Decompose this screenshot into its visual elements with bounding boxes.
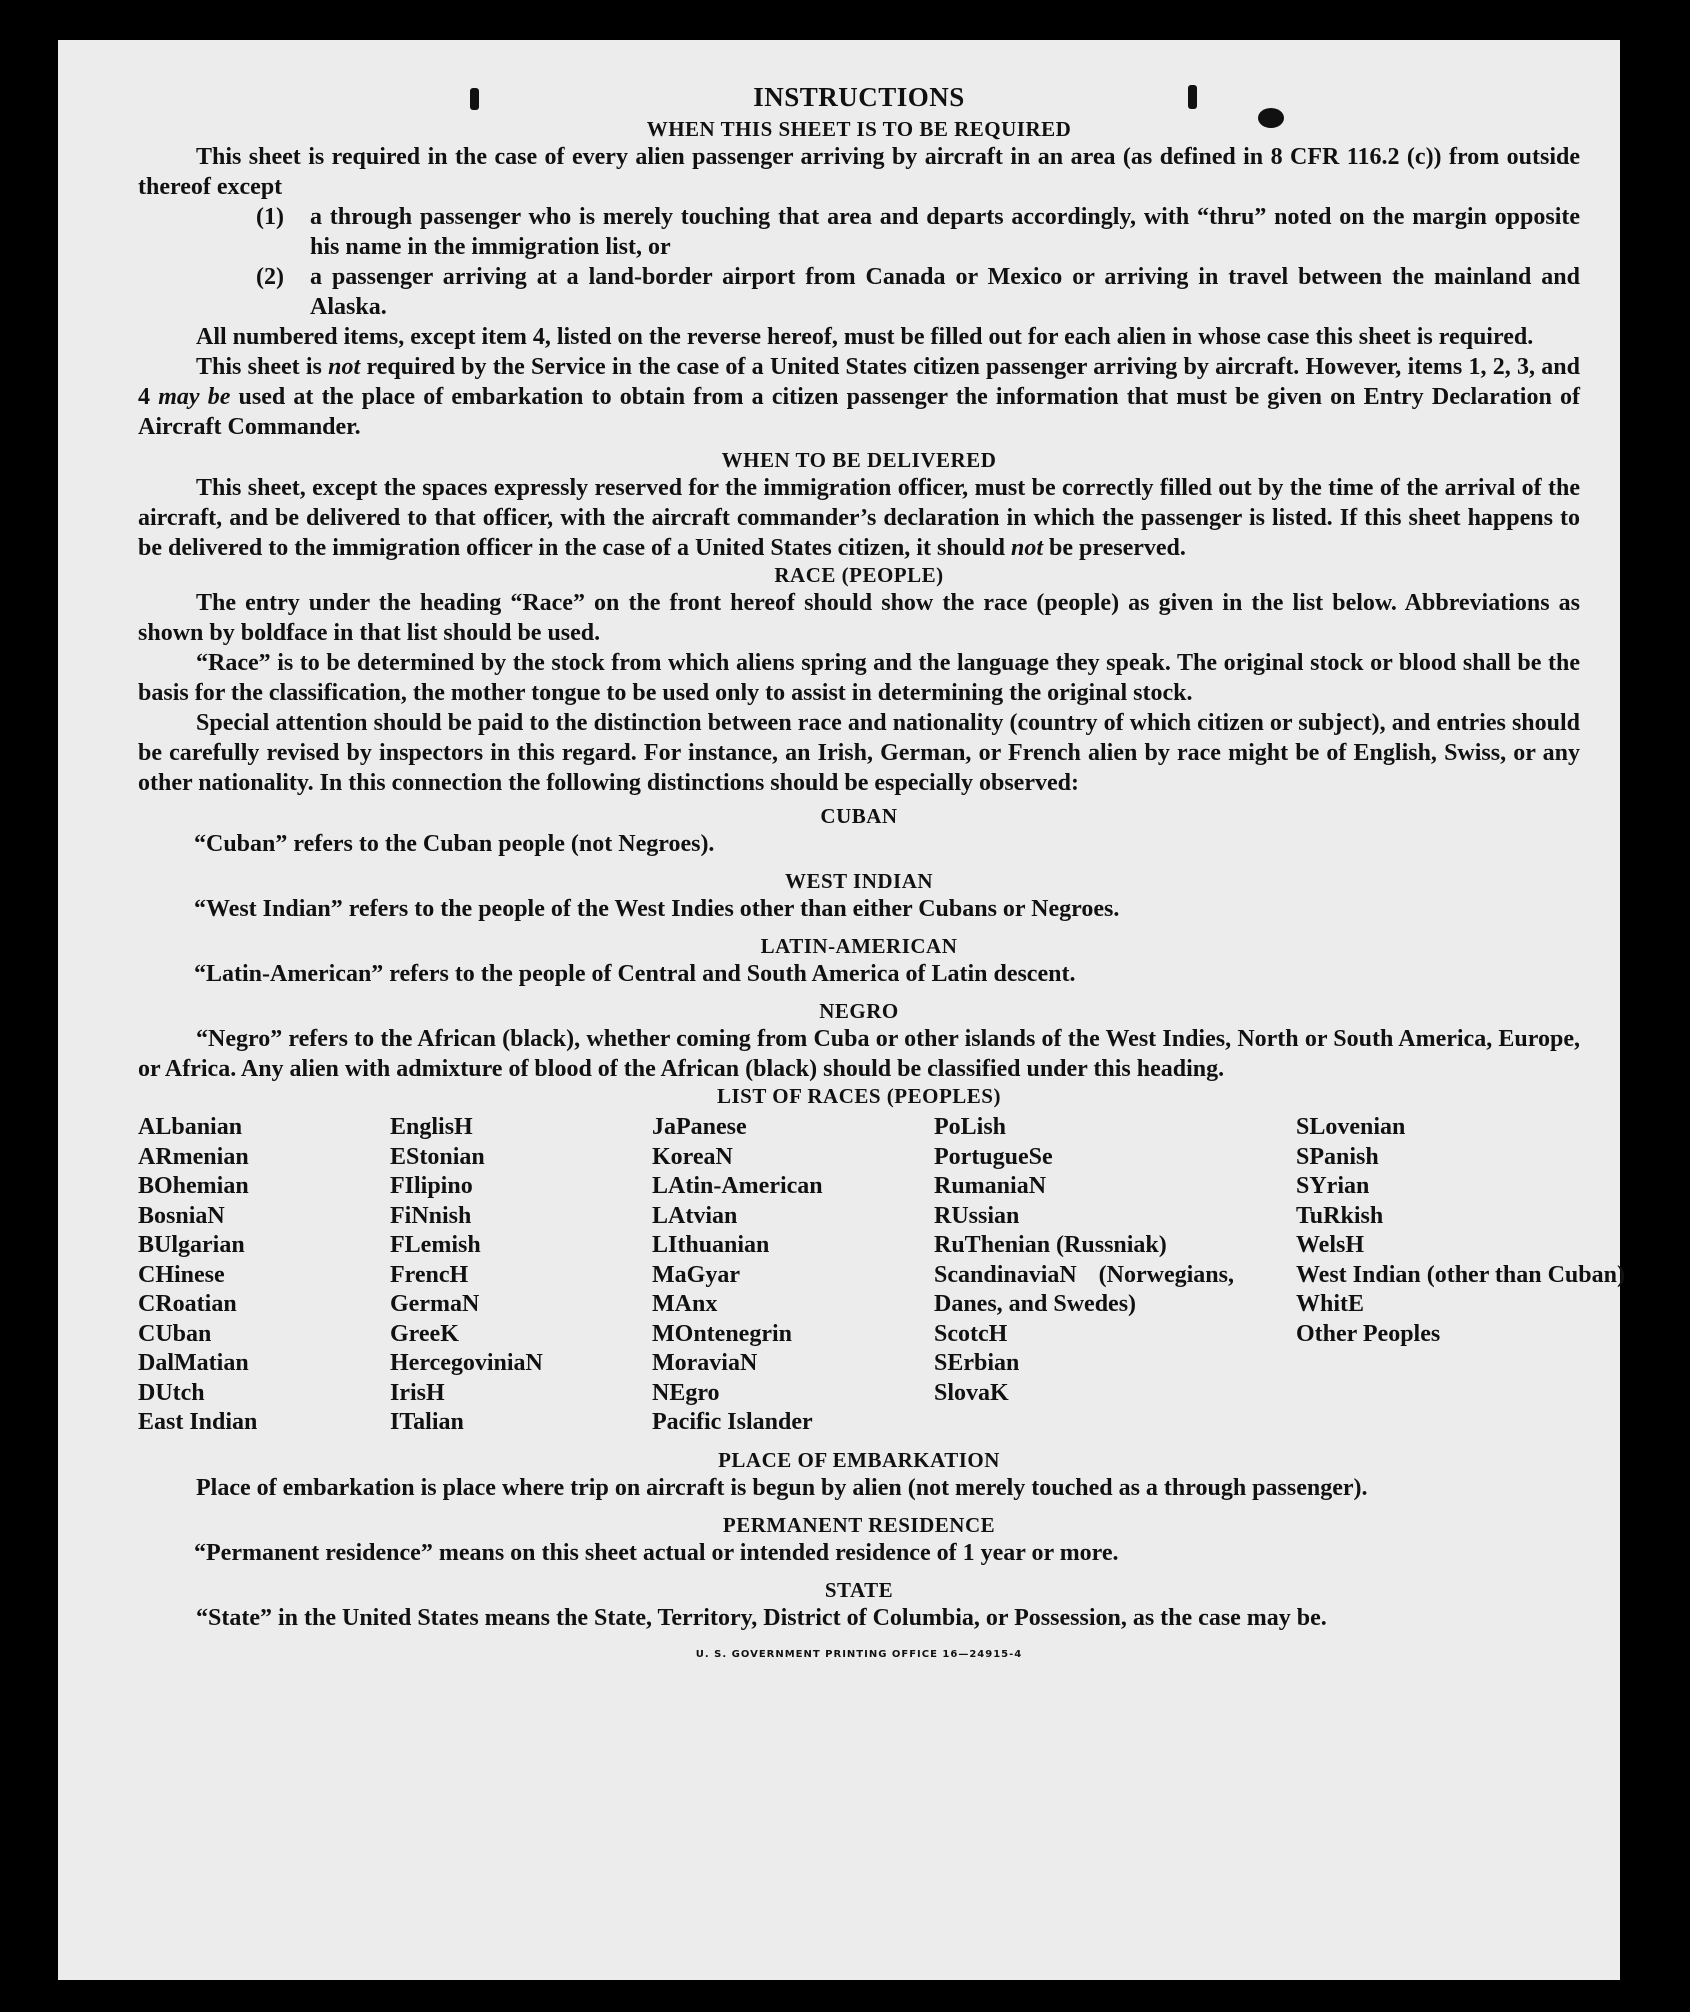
race-item: JaPanese [652, 1114, 747, 1140]
race-item: GreeK [390, 1320, 459, 1347]
race-item: ITalian [390, 1409, 464, 1435]
heading-state: STATE [824, 1577, 894, 1602]
heading-race: RACE (PEOPLE) [774, 563, 944, 587]
race-item: BOhemian [138, 1173, 249, 1199]
paragraph-required: This sheet is required in the case of every alien passenger arriving by aircraft in an area (as defined in 8 CFR 116.2 (c)) from outside thereof except [138, 144, 1580, 200]
race-item: CRoatian [138, 1291, 237, 1317]
race-item: LAtvian [652, 1202, 738, 1229]
race-item: PortugueSe [934, 1143, 1053, 1170]
race-item: FrencH [390, 1261, 469, 1288]
heading-place-of-embarkation: PLACE OF EMBARKATION [718, 1447, 1000, 1472]
page-title: INSTRUCTIONS [753, 82, 965, 112]
exception-1: (1) a through passenger who is merely touching that area and departs accordingly, with “thru” noted on the margin opposite his name in the immigration list, or [256, 204, 1580, 260]
paragraph-numbered-items: All numbered items, except item 4, listed on the reverse hereof, must be filled out for each alien in whose case this sheet is required. [196, 324, 1534, 350]
race-item: WhitE [1296, 1291, 1365, 1317]
heading-cuban: CUBAN [820, 804, 898, 828]
paragraph-state: “State” in the United States means the State, Territory, District of Columbia, or Possession, as the case may be. [196, 1604, 1327, 1631]
exception-2: (2) a passenger arriving at a land-border airport from Canada or Mexico or arriving in travel between the mainland and Alaska. [256, 264, 1580, 320]
paragraph-race-nationality: Special attention should be paid to the distinction between race and nationality (country of which citizen or subject), and entries should be carefully revised by inspectors in this regard. For instance, an Irish, German, or French alien by race might be of English, Swiss, or any other nationality. In this connection the following distinctions should be especially observed: [138, 710, 1580, 796]
race-item: FiNnish [390, 1202, 472, 1229]
race-item: FLemish [390, 1232, 481, 1258]
paragraph-delivered: This sheet, except the spaces expressly reserved for the immigration officer, must be correctly filled out by the time of the arrival of the aircraft, and be delivered to that officer, with the aircraft commander’s declaration in which the passenger is listed. If this sheet happens to be delivered to the immigration officer in the case of a United States citizen, it should not be preserved. [138, 475, 1580, 561]
race-item: IrisH [390, 1379, 445, 1406]
race-item: ALbanian [138, 1114, 243, 1140]
race-item: EStonian [390, 1143, 485, 1170]
paragraph-race-stock: “Race” is to be determined by the stock from which aliens spring and the language they speak. The original stock or blood shall be the basis for the classification, the mother tongue to be used only to assist in determining the original stock. [138, 650, 1580, 706]
definition-latin-american: “Latin-American” refers to the people of Central and South America of Latin descent. [194, 961, 1076, 987]
punch-mark-left [470, 88, 479, 110]
race-item: CHinese [138, 1261, 225, 1288]
paragraph-citizen: This sheet is not required by the Service in the case of a United States citizen passenger arriving by aircraft. However, items 1, 2, 3, and 4 may be used at the place of embarkation to obtain from a citizen passenger the information that must be given on Entry Declaration of Aircraft Commander. [138, 354, 1580, 440]
race-item: Pacific Islander [652, 1409, 813, 1435]
race-item: KoreaN [652, 1143, 733, 1170]
race-item: SErbian [934, 1350, 1020, 1376]
printer-imprint: U. S. GOVERNMENT PRINTING OFFICE 16—24915-4 [695, 1648, 1023, 1660]
heading-west-indian: WEST INDIAN [784, 869, 934, 893]
race-item: MOntenegrin [652, 1320, 792, 1347]
race-item: MoraviaN [652, 1350, 758, 1376]
ink-blot [1258, 108, 1284, 128]
paragraph-permanent-residence: “Permanent residence” means on this sheet actual or intended residence of 1 year or more. [194, 1539, 1119, 1566]
heading-negro: NEGRO [819, 999, 899, 1023]
heading-latin-american: LATIN-AMERICAN [760, 934, 958, 958]
races-column-4 [934, 1113, 1296, 1438]
race-item: SYrian [1296, 1173, 1370, 1199]
race-item: WelsH [1296, 1232, 1365, 1258]
race-item: PoLish [934, 1114, 1007, 1140]
race-item: Other Peoples [1296, 1320, 1441, 1347]
paragraph-race-entry: The entry under the heading “Race” on the front hereof should show the race (people) as given in the list below. Abbreviations as shown by boldface in that list should be used. [138, 590, 1580, 646]
races-list [138, 1113, 1625, 1438]
race-item: MAnx [652, 1291, 718, 1317]
race-item: EnglisH [390, 1114, 473, 1140]
race-item: NEgro [652, 1379, 720, 1406]
race-item: West Indian (other than Cuban) [1296, 1261, 1625, 1288]
race-item: DalMatian [138, 1350, 249, 1376]
paragraph-embarkation: Place of embarkation is place where trip on aircraft is begun by alien (not merely touched as a through passenger). [196, 1474, 1368, 1501]
race-item: GermaN [390, 1291, 480, 1317]
race-item: SlovaK [934, 1379, 1009, 1406]
race-item: SLovenian [1296, 1114, 1406, 1140]
race-item: BosniaN [138, 1202, 225, 1229]
race-item: TuRkish [1296, 1202, 1384, 1229]
races-column-1 [138, 1113, 390, 1438]
heading-when-delivered: WHEN TO BE DELIVERED [721, 448, 997, 472]
race-item: MaGyar [652, 1261, 740, 1288]
race-item: RumaniaN [934, 1173, 1047, 1199]
race-item: CUban [138, 1320, 212, 1347]
race-item: ScotcH [934, 1320, 1008, 1347]
race-item: LIthuanian [652, 1232, 770, 1258]
definition-negro: “Negro” refers to the African (black), whether coming from Cuba or other islands of the West Indies, North or South America, Europe, or Africa. Any alien with admixture of blood of the African (black) should be classified under this heading. [138, 1026, 1580, 1082]
race-item: ARmenian [138, 1143, 249, 1170]
heading-list-of-races: LIST OF RACES (PEOPLES) [717, 1084, 1001, 1108]
race-item: BUlgarian [138, 1232, 245, 1258]
race-item: RUssian [934, 1202, 1020, 1229]
races-column-3 [652, 1113, 934, 1438]
punch-mark-right [1188, 85, 1197, 109]
race-item: FIlipino [390, 1173, 473, 1199]
definition-cuban: “Cuban” refers to the Cuban people (not Negroes). [194, 831, 715, 857]
race-item: ScandinaviaN (Norwegians, Danes, and Swedes) [934, 1261, 1234, 1317]
race-item: SPanish [1296, 1143, 1379, 1170]
races-column-5 [1296, 1113, 1625, 1438]
race-item: LAtin-American [652, 1173, 823, 1199]
heading-permanent-residence: PERMANENT RESIDENCE [722, 1512, 996, 1537]
definition-west-indian: “West Indian” refers to the people of the West Indies other than either Cubans or Negroes. [194, 896, 1120, 922]
heading-when-required: WHEN THIS SHEET IS TO BE REQUIRED [646, 117, 1072, 141]
race-item: East Indian [138, 1409, 258, 1435]
races-column-2 [390, 1113, 652, 1438]
race-item: DUtch [138, 1379, 205, 1406]
instruction-sheet [58, 40, 1625, 1980]
race-item: RuThenian (Russniak) [934, 1232, 1167, 1258]
race-item: HercegoviniaN [390, 1350, 543, 1376]
